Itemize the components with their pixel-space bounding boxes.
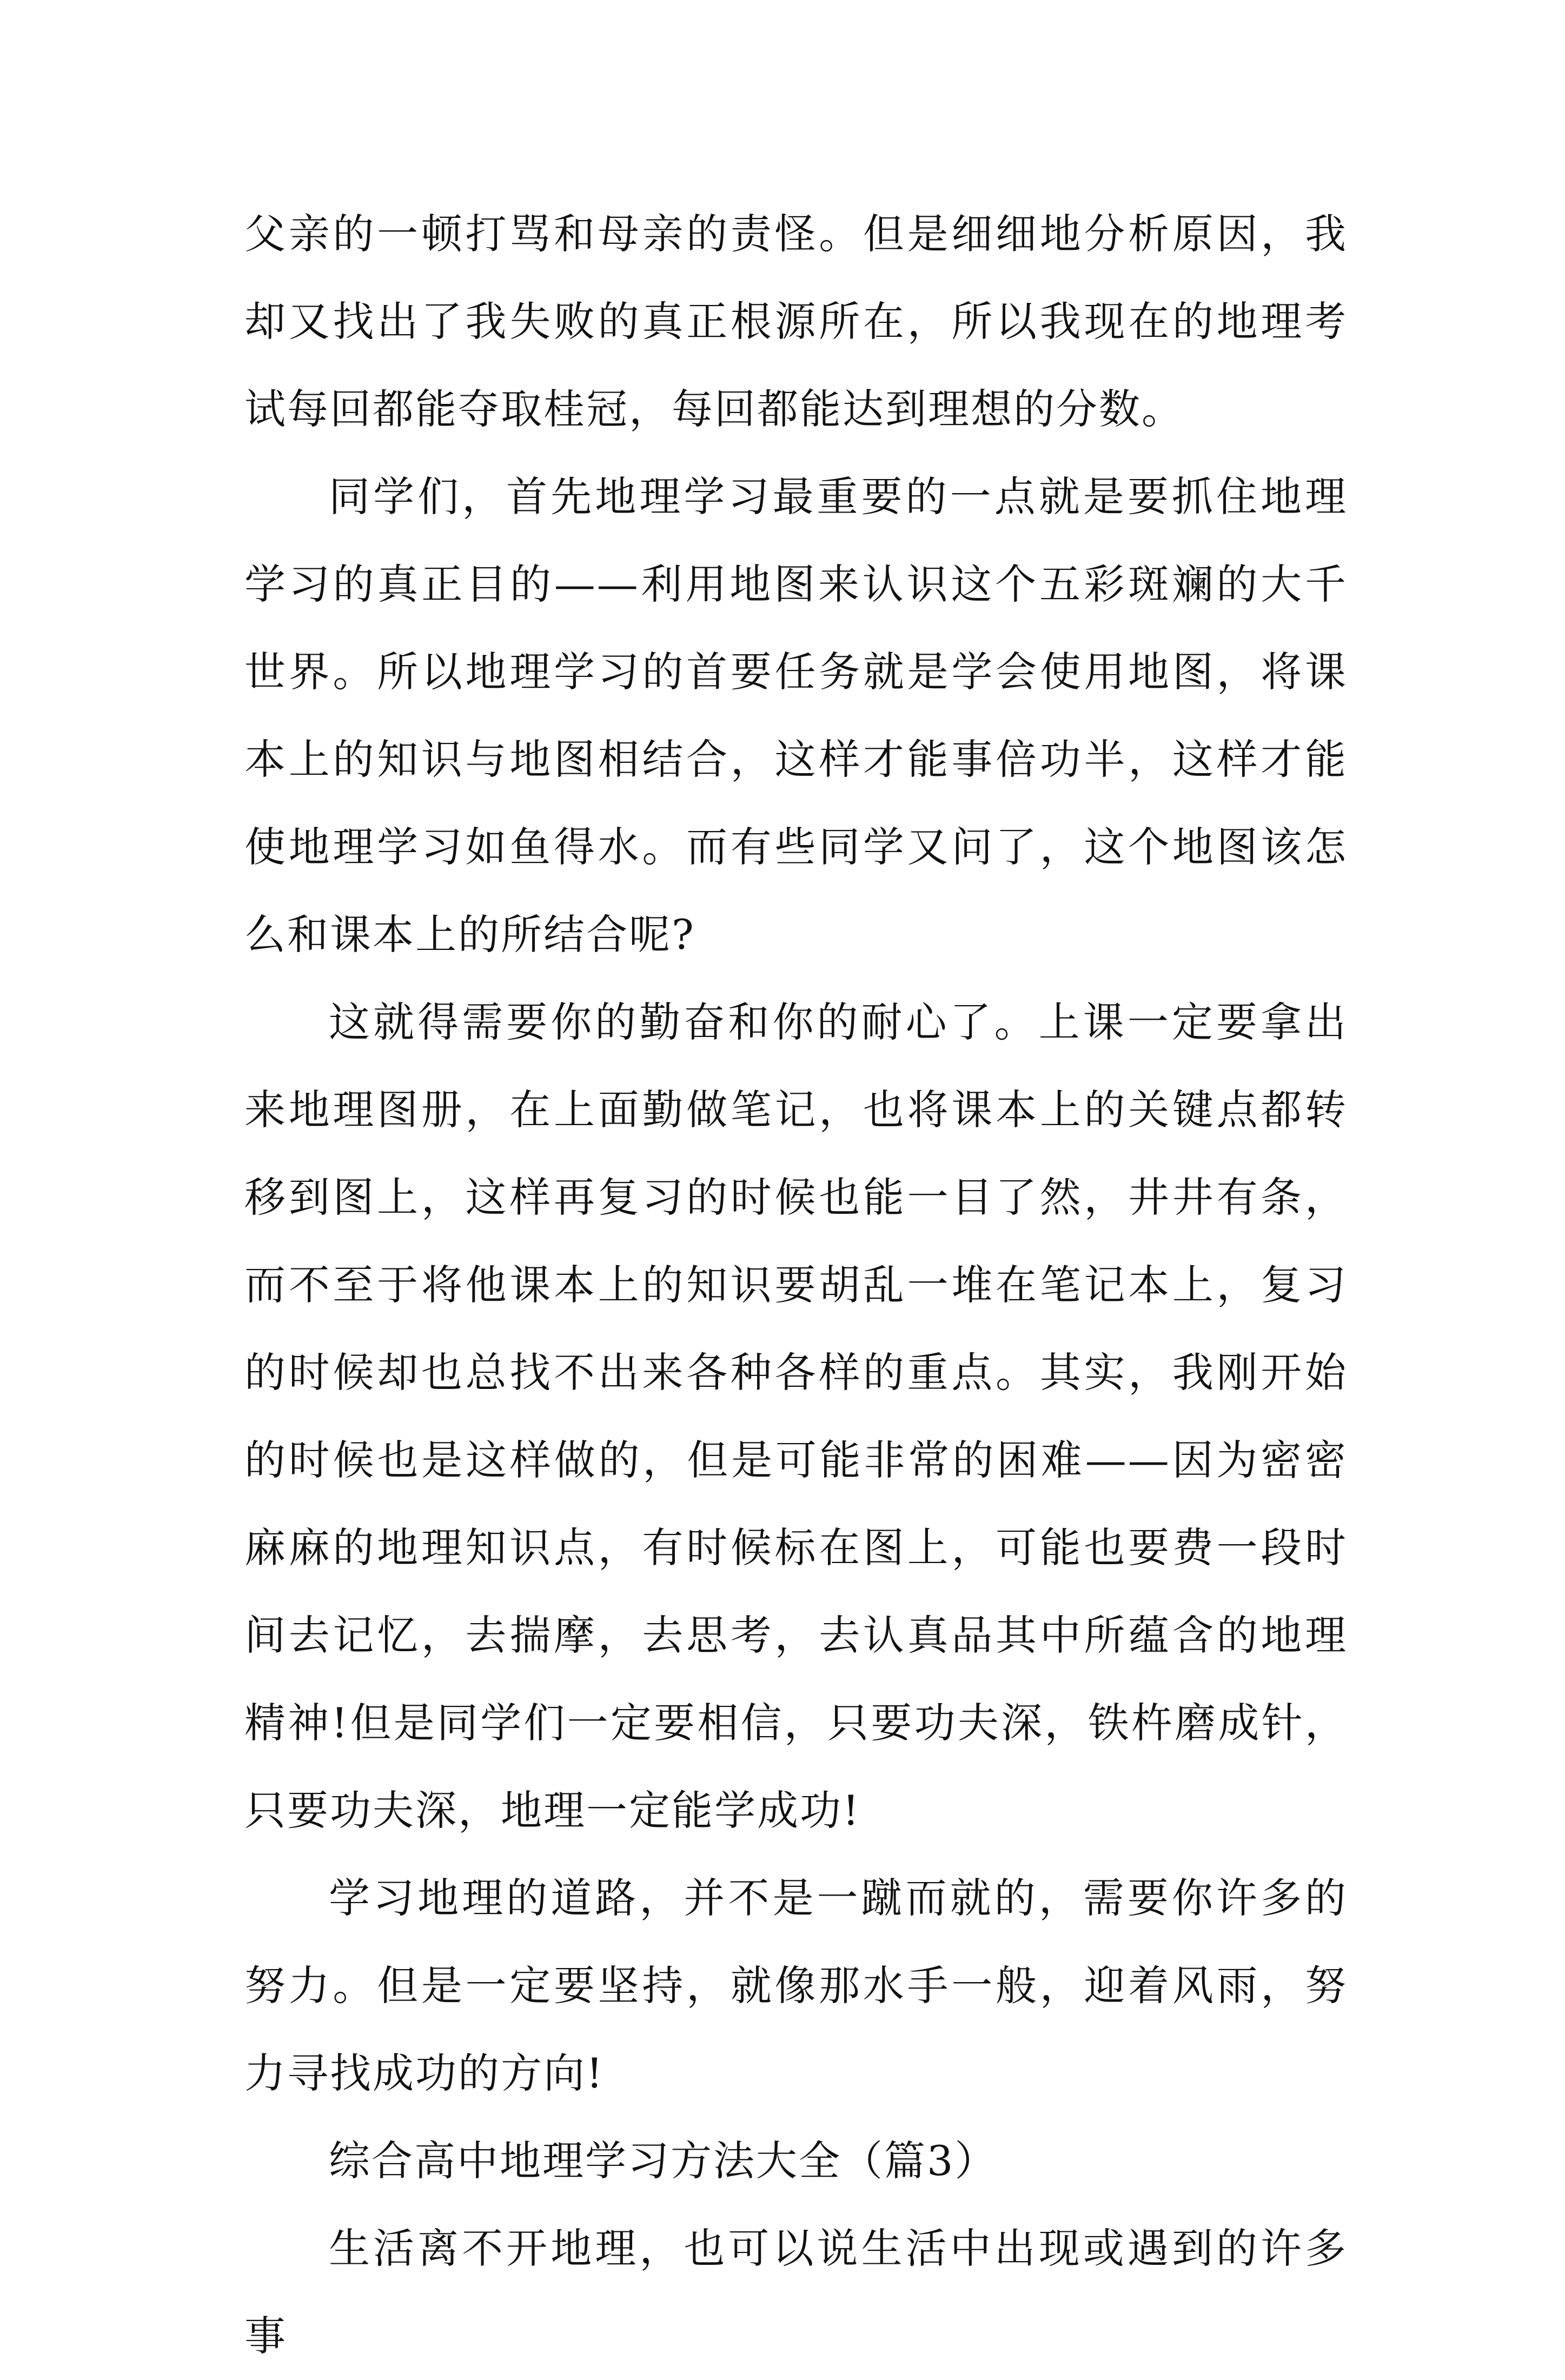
paragraph-1: 父亲的一顿打骂和母亲的责怪。但是细细地分析原因，我却又找出了我失败的真正根源所在，所以我现在的地理考试每回都能夺取桂冠，每回都能达到理想的分数。 [244, 210, 1348, 433]
paragraph-2: 同学们，首先地理学习最重要的一点就是要抓住地理学习的真正目的——利用地图来认识这个五彩斑斓的大千世界。所以地理学习的首要任务就是学会使用地图，将课本上的知识与地图相结合，这样才能事倍功半，这样才能使地理学习如鱼得水。而有些同学又问了，这个地图该怎么和课本上的所结合呢? [244, 473, 1348, 959]
section-heading: 综合高中地理学习方法大全（篇3） [329, 2137, 998, 2185]
paragraph-5: 生活离不开地理，也可以说生活中出现或遇到的许多事 [244, 2224, 1348, 2360]
paragraph-4: 学习地理的道路，并不是一蹴而就的，需要你许多的努力。但是一定要坚持，就像那水手一般，迎着风雨，努力寻找成功的方向! [244, 1874, 1348, 2097]
paragraph-3: 这就得需要你的勤奋和你的耐心了。上课一定要拿出来地理图册，在上面勤做笔记，也将课本上的关键点都转移到图上，这样再复习的时候也能一目了然，井井有条，而不至于将他课本上的知识要胡乱一堆在笔记本上，复习的时候却也总找不出来各种各样的重点。其实，我刚开始的时候也是这样做的，但是可能非常的困难——因为密密麻麻的地理知识点，有时候标在图上，可能也要费一段时间去记忆，去揣摩，去思考，去认真品其中所蕴含的地理精神!但是同学们一定要相信，只要功夫深，铁杵磨成针，只要功夫深，地理一定能学成功! [244, 998, 1348, 1834]
document-body [244, 190, 1348, 2380]
